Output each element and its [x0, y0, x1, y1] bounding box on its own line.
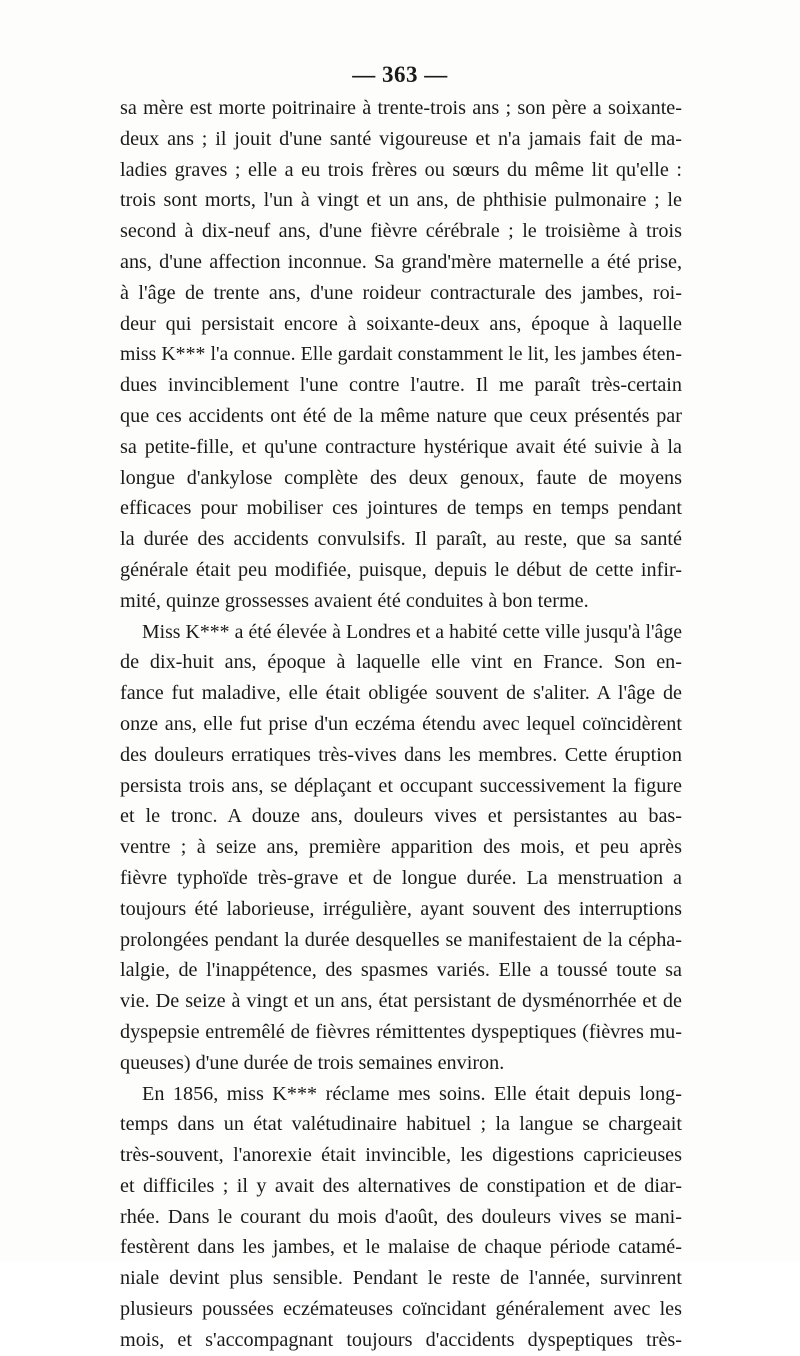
text-line: que ces accidents ont été de la même nature que ceux présentés par — [120, 404, 682, 427]
text-line: à l'âge de trente ans, d'une roideur contracturale des jambes, roi- — [120, 281, 682, 304]
text-line: onze ans, elle fut prise d'un eczéma étendu avec lequel coïncidèrent — [120, 712, 682, 735]
text-line: très-souvent, l'anorexie était invincible, les digestions capricieuses — [120, 1144, 682, 1167]
text-line: fance fut maladive, elle était obligée souvent de s'aliter. A l'âge de — [120, 682, 682, 705]
text-line: festèrent dans les jambes, et le malaise de chaque période catamé- — [120, 1236, 682, 1259]
text-line: la durée des accidents convulsifs. Il paraît, au reste, que sa santé — [120, 528, 682, 551]
text-line: fièvre typhoïde très-grave et de longue durée. La menstruation a — [120, 866, 682, 889]
text-line-paragraph-start: En 1856, miss K*** réclame mes soins. Elle était depuis long- — [142, 1082, 682, 1105]
body-text — [120, 93, 682, 1356]
text-line: toujours été laborieuse, irrégulière, ayant souvent des interruptions — [120, 897, 682, 920]
text-line: ans, d'une affection inconnue. Sa grand'mère maternelle a été prise, — [120, 250, 682, 273]
text-line: vie. De seize à vingt et un ans, état persistant de dysménorrhée et de — [120, 990, 682, 1013]
page-number: — 363 — — [352, 62, 448, 87]
text-line: plusieurs poussées eczémateuses coïncidant généralement avec les — [120, 1298, 682, 1321]
text-line: miss K*** l'a connue. Elle gardait constamment le lit, les jambes éten- — [120, 343, 682, 366]
text-line: des douleurs erratiques très-vives dans les membres. Cette éruption — [120, 743, 682, 766]
text-line: ventre ; à seize ans, première apparition des mois, et peu après — [120, 836, 682, 859]
text-line: sa mère est morte poitrinaire à trente-trois ans ; son père a soixante- — [120, 97, 682, 119]
text-line: de dix-huit ans, époque à laquelle elle vint en France. Son en- — [120, 651, 682, 674]
text-line: et le tronc. A douze ans, douleurs vives et persistantes au bas- — [120, 805, 682, 828]
text-line: et difficiles ; il y avait des alternatives de constipation et de diar- — [120, 1174, 682, 1197]
text-line: efficaces pour mobiliser ces jointures de temps en temps pendant — [120, 497, 682, 520]
text-line: prolongées pendant la durée desquelles se manifestaient de la cépha- — [120, 928, 682, 951]
text-line: temps dans un état valétudinaire habituel ; la langue se chargeait — [120, 1113, 682, 1136]
text-line: second à dix-neuf ans, d'une fièvre cérébrale ; le troisième à trois — [120, 220, 682, 243]
text-line-paragraph-end: queuses) d'une durée de trois semaines environ. — [120, 1051, 505, 1074]
text-line-paragraph-start: Miss K*** a été élevée à Londres et a habité cette ville jusqu'à l'âge — [142, 620, 682, 643]
text-line: longue d'ankylose complète des deux genoux, faute de moyens — [120, 466, 682, 489]
text-line: trois sont morts, l'un à vingt et un ans, de phthisie pulmonaire ; le — [120, 189, 682, 212]
text-line-paragraph-end: mité, quinze grossesses avaient été conduites à bon terme. — [120, 589, 589, 612]
text-line: sa petite-fille, et qu'une contracture hystérique avait été suivie à la — [120, 435, 682, 458]
text-line: ladies graves ; elle a eu trois frères ou sœurs du même lit qu'elle : — [120, 158, 682, 181]
text-line: dyspepsie entremêlé de fièvres rémittentes dyspeptiques (fièvres mu- — [120, 1020, 682, 1043]
text-line: niale devint plus sensible. Pendant le reste de l'année, survinrent — [120, 1267, 682, 1290]
text-line: mois, et s'accompagnant toujours d'accidents dyspeptiques très- — [120, 1328, 682, 1351]
text-line: générale était peu modifiée, puisque, depuis le début de cette infir- — [120, 558, 682, 581]
text-line: persista trois ans, se déplaçant et occupant successivement la figure — [120, 774, 682, 797]
text-line: dues invinciblement l'une contre l'autre. Il me paraît très-certain — [120, 374, 682, 397]
text-line: deur qui persistait encore à soixante-deux ans, époque à laquelle — [120, 312, 682, 335]
text-line: lalgie, de l'inappétence, des spasmes variés. Elle a toussé toute sa — [120, 959, 682, 982]
text-line: rhée. Dans le courant du mois d'août, des douleurs vives se mani- — [120, 1205, 682, 1228]
text-line: deux ans ; il jouit d'une santé vigoureuse et n'a jamais fait de ma- — [120, 127, 682, 150]
